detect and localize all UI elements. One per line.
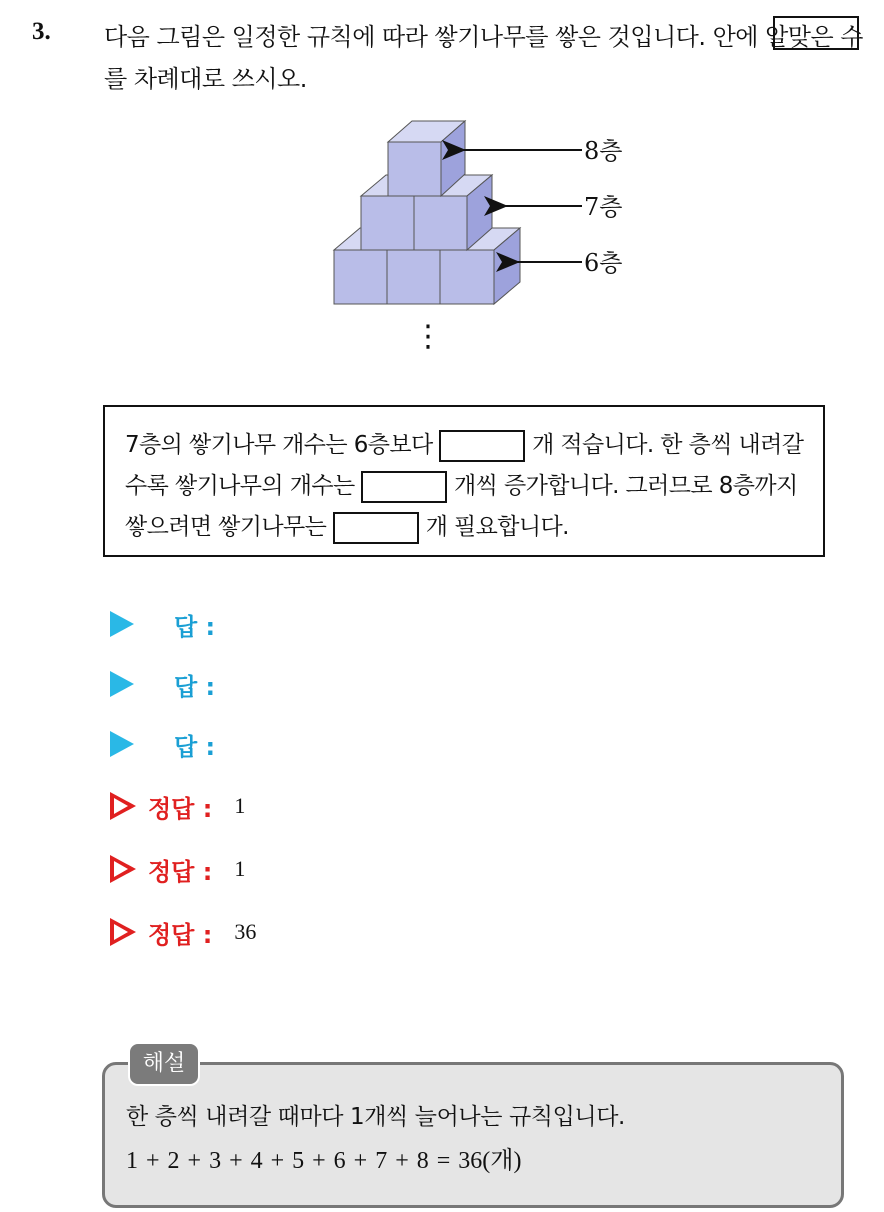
play-triangle-icon bbox=[110, 611, 134, 637]
correct-label: 정답 : bbox=[148, 794, 213, 823]
layer-label-7: 7층 bbox=[584, 193, 623, 221]
fill-text-2: 개 적습니다. 한 층씩 내려갈수록 쌓기나무의 개수는 bbox=[125, 432, 804, 499]
question-answer-blank bbox=[773, 16, 859, 50]
fill-blank-2 bbox=[361, 471, 447, 503]
explanation-tag: 해설 bbox=[128, 1042, 200, 1086]
answer-row-2 bbox=[110, 664, 215, 704]
layer-label-6: 6층 bbox=[584, 249, 623, 277]
fill-text-3: 개씩 증가합니다. 그러므로 8층까지 쌓으려면 쌓기나무는 bbox=[125, 473, 798, 540]
explanation-line-2: 1 + 2 + 3 + 4 + 5 + 6 + 7 + 8 = 36(개) bbox=[126, 1148, 522, 1174]
correct-row-1 bbox=[110, 786, 245, 826]
fill-in-box bbox=[103, 405, 825, 557]
outline-triangle-icon bbox=[110, 855, 136, 883]
correct-row-3 bbox=[110, 912, 256, 952]
fill-blank-1 bbox=[439, 430, 525, 462]
stacked-cubes-figure bbox=[320, 110, 650, 360]
question-number: 3. bbox=[32, 18, 51, 45]
explanation-line-1: 한 층씩 내려갈 때마다 1개씩 늘어나는 규칙입니다. bbox=[126, 1104, 625, 1130]
outline-triangle-icon bbox=[110, 792, 136, 820]
outline-triangle-icon bbox=[110, 918, 136, 946]
answer-label: 답 : bbox=[174, 612, 216, 641]
correct-value: 1 bbox=[234, 856, 246, 881]
correct-label: 정답 : bbox=[148, 857, 213, 886]
correct-label: 정답 : bbox=[148, 920, 213, 949]
play-triangle-icon bbox=[110, 731, 134, 757]
answer-row-3 bbox=[110, 724, 215, 764]
explanation-box bbox=[102, 1062, 844, 1208]
answer-label: 답 : bbox=[174, 732, 216, 761]
fill-text-4: 개 필요합니다. bbox=[425, 514, 569, 540]
play-triangle-icon bbox=[110, 671, 134, 697]
continuation-dots: ⋮ bbox=[413, 319, 443, 354]
answer-label: 답 : bbox=[174, 672, 216, 701]
fill-blank-3 bbox=[333, 512, 419, 544]
answer-row-1 bbox=[110, 604, 215, 644]
correct-value: 1 bbox=[234, 793, 246, 818]
correct-row-2 bbox=[110, 849, 245, 889]
cube-layer-8 bbox=[388, 121, 465, 196]
correct-value: 36 bbox=[234, 919, 257, 944]
question-text: 다음 그림은 일정한 규칙에 따라 쌓기나무를 쌓은 것입니다. 안에 알맞은 수를 차례대로 쓰시오. bbox=[104, 23, 863, 93]
fill-text-1: 7층의 쌓기나무 개수는 6층보다 bbox=[125, 432, 433, 458]
layer-label-8: 8층 bbox=[584, 137, 623, 165]
